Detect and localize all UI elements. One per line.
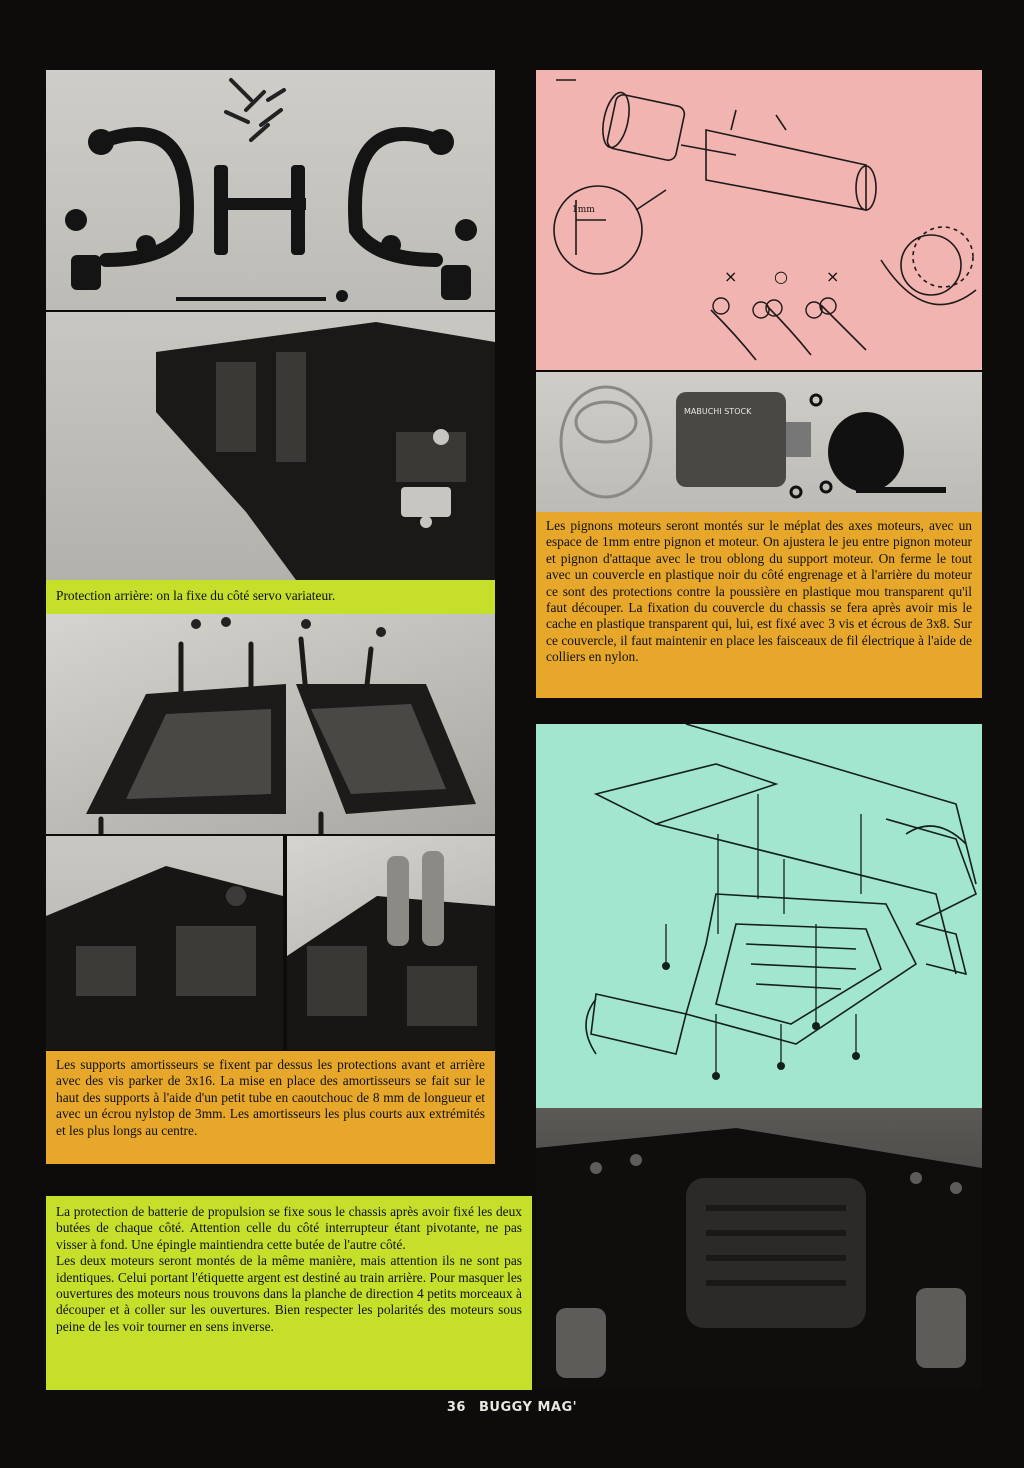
shock-mount-left-illustration bbox=[46, 836, 283, 1050]
mark-wrong-right: × bbox=[826, 267, 840, 286]
caption-shock-supports-text: Les supports amortisseurs se fixent par dessus les protections avant et arrière avec des vis parker de 3x16. La mise en place des amortisseurs se fait sur le haut des supports à l'aide d'un petit tube en caoutchouc de 8 mm de longueur et avec un écrou nylstop de 3mm. Les amortisseurs les plus courts aux extrémités et les plus longs au centre. bbox=[56, 1057, 485, 1138]
caption-shock-supports bbox=[46, 1051, 495, 1164]
shock-mount-right-illustration bbox=[287, 836, 495, 1050]
caption-motor-pinions-text: Les pignons moteurs seront montés sur le méplat des axes moteurs, avec un espace de 1mm entre pignon et moteur. On ajustera le jeu entre pignon moteur et pignon d'attaque avec le trou oblong du support moteur. On ferme le tout avec un couvercle en plastique noir du côté engrenage et à l'arrière du moteur ce sont des protections contre la poussière en plastique mou transparent qu'il faut découper. La fixation du couvercle du chassis se fera après avoir mis le cache en plastique transparent qui, lui, est fixé avec 3 vis et écrous de 3x8. Sur ce couvercle, il faut maintenir en place les faisceaux de fil électrique à l'aide de colliers en nylon. bbox=[546, 518, 972, 665]
diagram-battery-cover bbox=[536, 724, 982, 1108]
photo-suspension-arms bbox=[46, 70, 495, 310]
chassis-underside-illustration bbox=[536, 1108, 982, 1390]
caption-battery-protection bbox=[46, 1196, 532, 1390]
mark-ok: ○ bbox=[774, 267, 788, 286]
page-footer bbox=[0, 1400, 1024, 1415]
battery-cover-line-drawing bbox=[536, 724, 982, 1108]
motor-pinion-line-drawing bbox=[536, 70, 982, 370]
caption-battery-p2: Les deux moteurs seront montés de la même manière, mais attention ils ne sont pas identiques. Celui portant l'étiquette argent est destiné au train arrière. Pour masquer les ouvertures des moteurs nous trouvons dans la planche de direction 4 petits morceaux à découper et à coller sur les ouvertures. Bien respecter les polarités des moteurs sous peine de les voir tourner en sens inverse. bbox=[56, 1253, 522, 1334]
chassis-rear-illustration bbox=[46, 312, 495, 580]
gap-label: 1mm bbox=[572, 205, 595, 215]
diagram-motor-pinion bbox=[536, 70, 982, 370]
photo-shock-supports bbox=[46, 614, 495, 834]
caption-rear-protection bbox=[46, 580, 495, 614]
photo-shock-mount-left bbox=[46, 836, 283, 1050]
caption-rear-protection-text: Protection arrière: on la fixe du côté servo variateur. bbox=[56, 588, 336, 603]
page-number: 36 bbox=[446, 1400, 466, 1415]
motor-label: MABUCHI STOCK bbox=[684, 407, 752, 416]
caption-motor-pinions bbox=[536, 512, 982, 698]
mark-wrong-left: × bbox=[724, 267, 738, 286]
magazine-name: BUGGY MAG' bbox=[479, 1400, 578, 1415]
photo-chassis-underside bbox=[536, 1108, 982, 1390]
photo-shock-mount-right bbox=[287, 836, 495, 1050]
motor-parts-illustration bbox=[536, 372, 982, 512]
photo-rear-protection bbox=[46, 312, 495, 580]
photo-motor-parts bbox=[536, 372, 982, 512]
shock-support-plates-illustration bbox=[46, 614, 495, 834]
caption-battery-p1: La protection de batterie de propulsion se fixe sous le chassis après avoir fixé les deux butées de chaque côté. Attention celle du côté interrupteur étant pivotante, ne pas visser à fond. Une épingle maintiendra cette butée de l'autre côté. bbox=[56, 1204, 522, 1252]
suspension-arms-illustration bbox=[46, 70, 495, 310]
